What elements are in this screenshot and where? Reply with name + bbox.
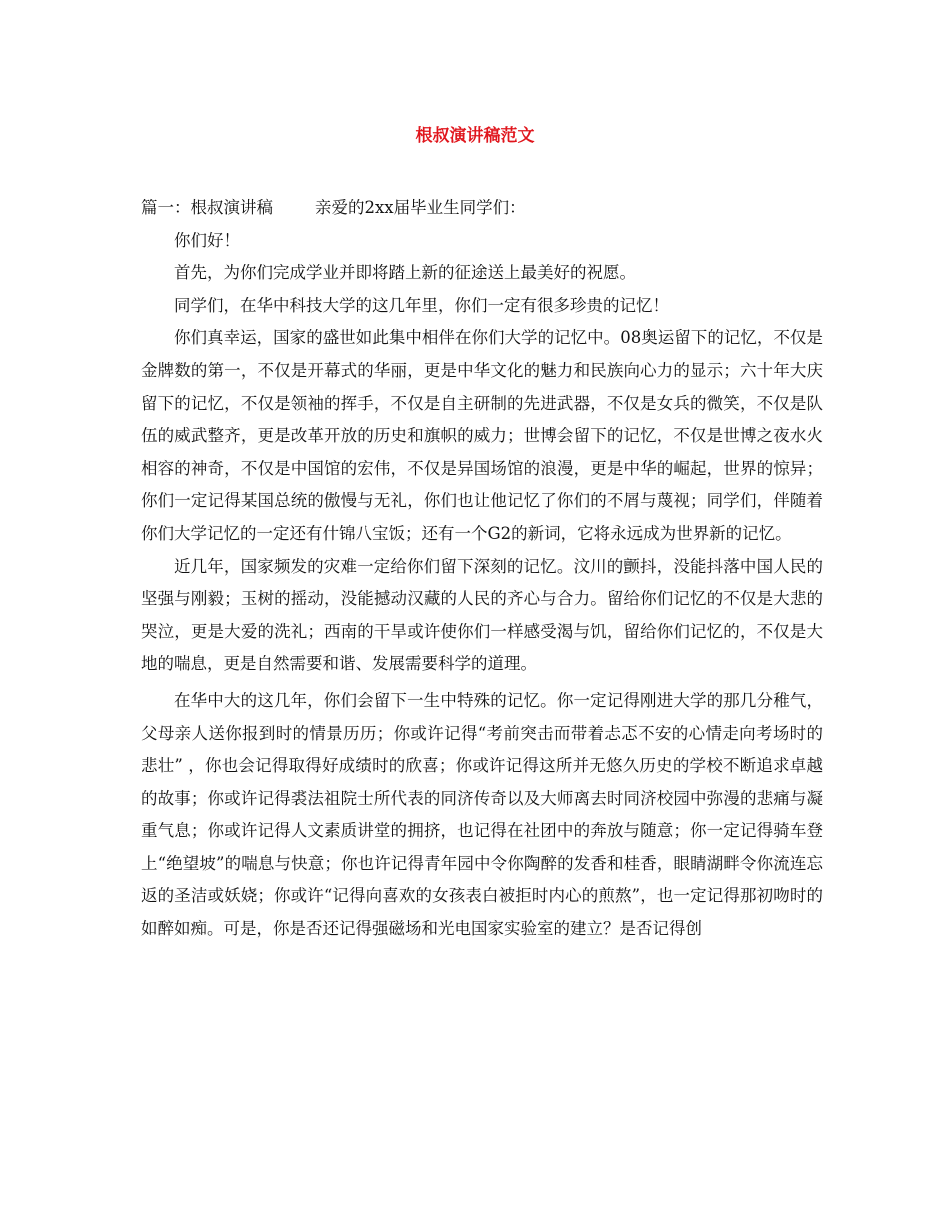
paragraph-disasters: 近几年，国家频发的灾难一定给你们留下深刻的记忆。汶川的颤抖，没能抖落中国人民的坚强与刚毅；玉树的摇动，没能撼动汉藏的人民的齐心与合力。留给你们记忆的不仅是大悲的哭泣，更是大爱的洗礼；西南的干旱或许使你们一样感受渴与饥，留给你们记忆的，不仅是大地的喘息，更是自然需要和谐、发展需要科学的道理。 — [141, 556, 823, 674]
paragraph-wishes: 首先，为你们完成学业并即将踏上新的征途送上最美好的祝愿。 — [174, 263, 636, 283]
paragraph-greeting: 你们好！ — [174, 230, 240, 250]
paragraph-memories: 同学们，在华中科技大学的这几年里，你们一定有很多珍贵的记忆！ — [174, 295, 669, 315]
section-label: 篇一：根叔演讲稿 — [141, 198, 273, 217]
salutation: 亲爱的2xx届毕业生同学们： — [314, 198, 526, 217]
document-title: 根叔演讲稿范文 — [415, 126, 535, 146]
paragraph-national-events: 你们真幸运，国家的盛世如此集中相伴在你们大学的记忆中。08奥运留下的记忆，不仅是金牌数的第一，不仅是开幕式的华丽，更是中华文化的魅力和民族向心力的显示；六十年大庆留下的记忆，不仅是领袖的挥手，不仅是自主研制的先进武器，不仅是女兵的微笑，不仅是队伍的威武整齐，更是改革开放的历史和旗帜的威力；世博会留下的记忆，不仅是世博之夜水火相容的神奇，不仅是中国馆的宏伟，不仅是异国场馆的浪漫，更是中华的崛起，世界的惊异；你们一定记得某国总统的傲慢与无礼，你们也让他记忆了你们的不屑与蔑视；同学们，伴随着你们大学记忆的一定还有什锦八宝饭；还有一个G2的新词，它将永远成为世界新的记忆。 — [141, 328, 823, 543]
intro-line — [141, 192, 823, 225]
document-body — [141, 192, 823, 946]
paragraph-campus-life: 在华中大的这几年，你们会留下一生中特殊的记忆。你一定记得刚进大学的那几分稚气，父母亲人送你报到时的情景历历；你或许记得“考前突击而带着忐忑不安的心情走向考场时的悲壮” ，你也会记得取得好成绩时的欣喜；你或许记得这所并无悠久历史的学校不断追求卓越的故事；你或许记得裘法祖院士所代表的同济传奇以及大师离去时同济校园中弥漫的悲痛与凝重气息；你或许记得人文素质讲堂的拥挤，也记得在社团中的奔放与随意；你一定记得骑车登上“绝望坡”的喘息与快意；你也许记得青年园中令你陶醉的发香和桂香，眼睛湖畔令你流连忘返的圣洁或妖娆；你或许“记得向喜欢的女孩表白被拒时内心的煎熬”，也一定记得那初吻时的如醉如痴。可是，你是否还记得强磁场和光电国家实验室的建立？是否记得创 — [141, 690, 823, 939]
